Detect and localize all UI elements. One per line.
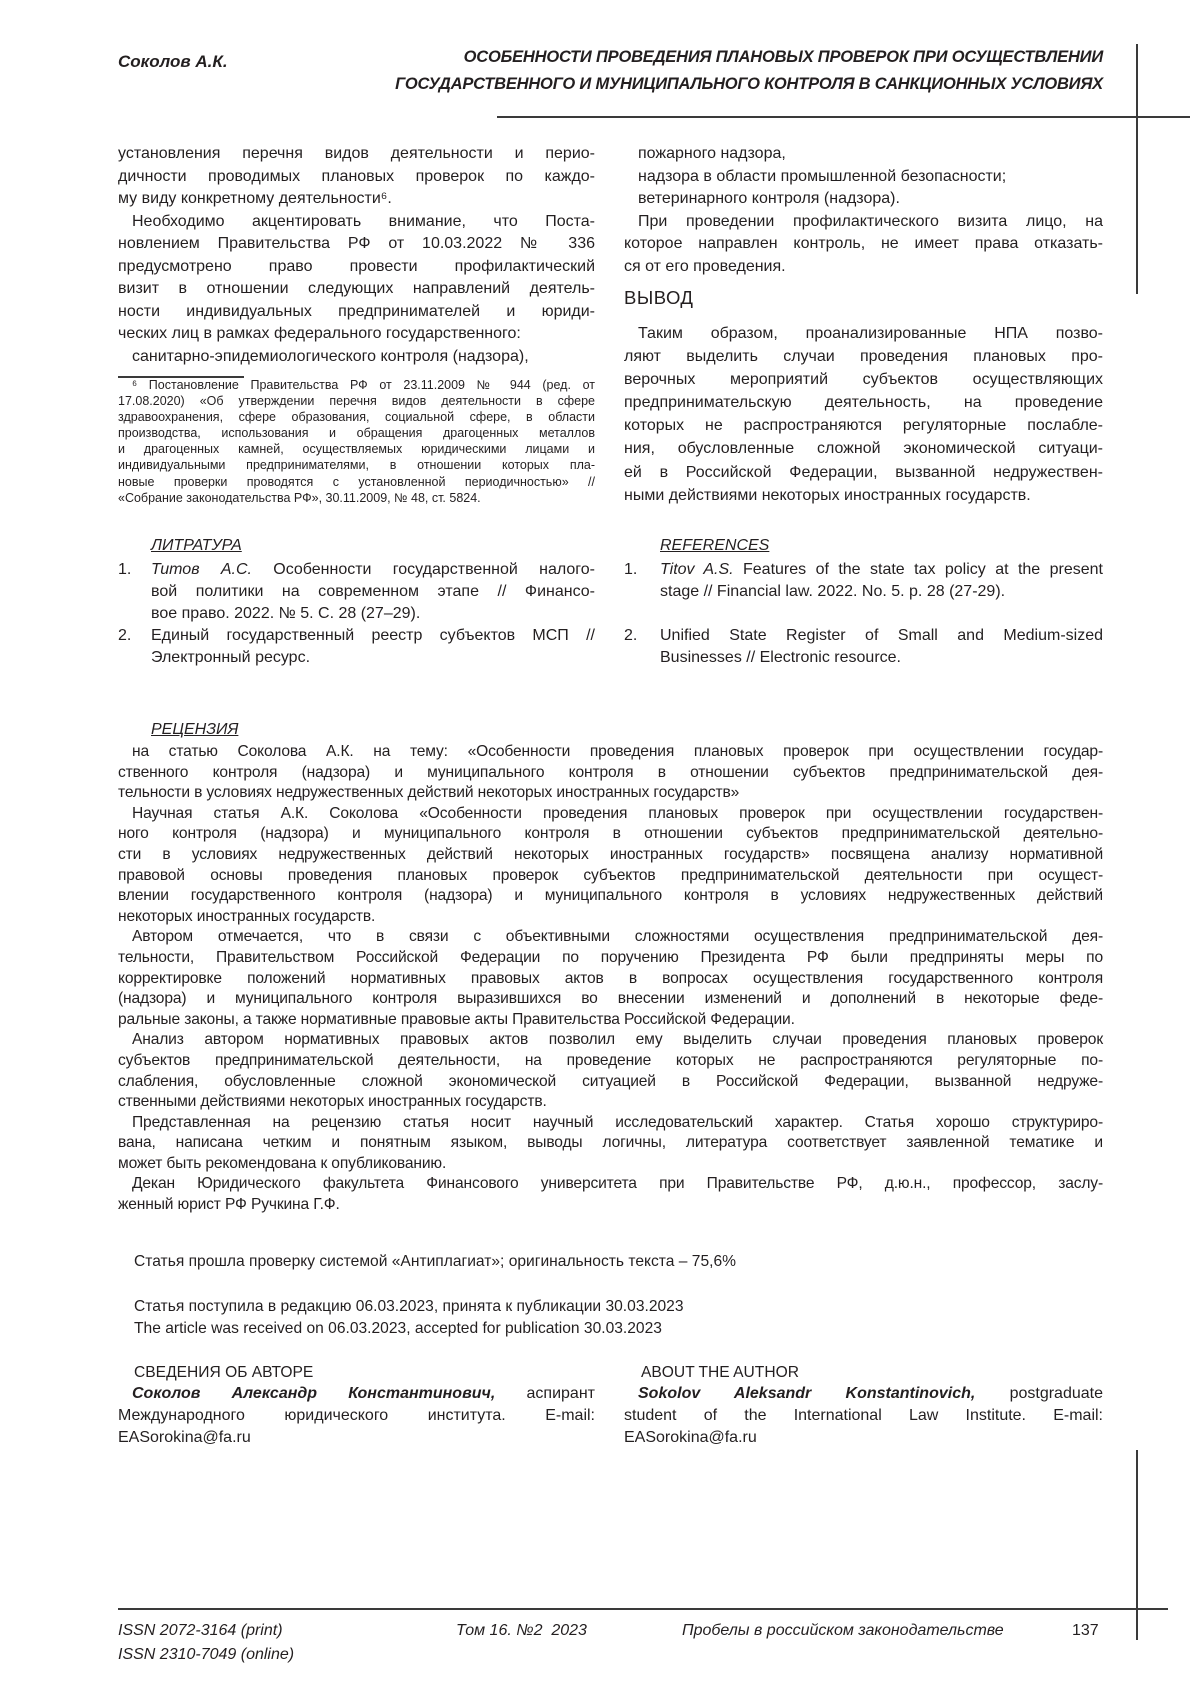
text-line: ного контроля (надзора) и муниципального контроля в отношении субъектов предпринимательской деятельно- [118, 824, 1103, 845]
text-line: ей в Российской Федерации, вызванной недружествен- [624, 461, 1103, 484]
paragraph [118, 1174, 1103, 1215]
conclusion-text [624, 322, 1103, 507]
text-line: слабления, обусловленные сложной экономической ситуацией в Российской Федерации, вызванной недруже- [118, 1072, 1103, 1093]
paragraph [118, 927, 1103, 1030]
antiplagiat-note: Статья прошла проверку системой «Антиплагиат»; оригинальность текста – 75,6% [134, 1251, 736, 1273]
text-line: (надзора) и муниципального контроля выразившихся во внесении изменений и дополнений в некоторые феде- [118, 989, 1103, 1010]
text-line: му виду конкретному деятельности⁶. [118, 188, 595, 211]
ref-number: 2. [118, 625, 131, 647]
literature-item [118, 625, 595, 669]
paragraph [118, 377, 595, 506]
ref-text: Businesses // Electronic resource. [660, 647, 1103, 669]
header-vertical-rule [1136, 44, 1138, 294]
ref-text: Электронный ресурс. [151, 647, 595, 669]
text-line: ния, обусловленные сложной экономической ситуаци- [624, 437, 1103, 460]
author-email[interactable]: EASorokina@fa.ru [118, 1427, 595, 1449]
paragraph [624, 211, 1103, 279]
literature-heading: ЛИТРАТУРА [151, 537, 242, 555]
text-line: При проведении профилактического визита лицо, на [624, 211, 1103, 234]
reference-item [624, 559, 1103, 603]
text-line: ственными действиями некоторых иностранных государств. [118, 1092, 1103, 1113]
author-info-heading-en: ABOUT THE AUTHOR [641, 1362, 799, 1384]
footnote-6 [118, 377, 595, 506]
author-email[interactable]: EASorokina@fa.ru [624, 1427, 1103, 1449]
text-line: на статью Соколова А.К. на тему: «Особенности проведения плановых проверок при осуществлении государ- [118, 742, 1103, 763]
text-line: ческих лиц в рамках федерального государственного: [118, 323, 595, 346]
text-line: правовой основы проведения плановых проверок субъектов предпринимательской деятельности при осущест- [118, 866, 1103, 887]
text-line: Научная статья А.К. Соколова «Особенности проведения плановых проверок при осуществлении государствен- [118, 804, 1103, 825]
author-affiliation: Международного юридического института. E-mail: [118, 1405, 595, 1427]
paragraph [118, 1113, 1103, 1175]
text-line: предпринимательскую деятельность, на проведение [624, 391, 1103, 414]
text-line: здравоохранения, сфере образования, социальной сфере, в области [118, 409, 595, 425]
text-line: и драгоценных камней, осуществляемых юридическими лицами и [118, 441, 595, 457]
author-position: postgraduate [975, 1385, 1103, 1402]
title-line: ОСОБЕННОСТИ ПРОВЕДЕНИЯ ПЛАНОВЫХ ПРОВЕРОК ПРИ ОСУЩЕСТВЛЕНИИ [395, 44, 1103, 71]
journal-name: Пробелы в российском законодательстве [682, 1619, 1004, 1643]
text-line: влении государственного контроля (надзора) и муниципального контроля в условиях недружественных действий [118, 886, 1103, 907]
footer-vertical-rule [1136, 1450, 1138, 1640]
text-line: визит в отношении следующих направлений деятель- [118, 278, 595, 301]
ref-number: 2. [624, 625, 637, 647]
ref-text: Единый государственный реестр субъектов МСП // [151, 625, 595, 647]
text-line: новлением Правительства РФ от 10.03.2022 № 336 [118, 233, 595, 256]
ref-author: Titov A.S. [660, 561, 734, 578]
author-name: Соколов Александр Константинович, [132, 1385, 495, 1402]
text-line: ственного контроля (надзора) и муниципального контроля в отношении субъектов предпринимательской дея- [118, 763, 1103, 784]
author-info-en [624, 1383, 1103, 1449]
ref-number: 1. [118, 559, 131, 581]
author-name: Sokolov Aleksandr Konstantinovich, [638, 1385, 975, 1402]
text-line: сти в условиях недружественных действий некоторых иностранных государств» посвящена анализу нормативной [118, 845, 1103, 866]
text-line: которых не распространяются регуляторные послабле- [624, 414, 1103, 437]
paragraph [118, 346, 595, 369]
text-line: верочных мероприятий субъектов осуществляющих [624, 368, 1103, 391]
reference-item [624, 625, 1103, 669]
title-line: ГОСУДАРСТВЕННОГО И МУНИЦИПАЛЬНОГО КОНТРОЛЯ В САНКЦИОННЫХ УСЛОВИЯХ [395, 71, 1103, 98]
text-line: Анализ автором нормативных правовых актов позволил ему выделить случаи проведения плановых проверок [118, 1030, 1103, 1051]
text-line: санитарно-эпидемиологического контроля (надзора), [118, 346, 595, 369]
right-column-text [624, 143, 1103, 278]
text-line: Таким образом, проанализированные НПА позво- [624, 322, 1103, 345]
text-line: ральные законы, а также нормативные правовые акты Правительства Российской Федерации. [118, 1010, 1103, 1031]
left-column-text [118, 143, 595, 368]
ref-text: вой политики на современном этапе // Финансо- [151, 581, 595, 603]
paragraph [624, 143, 1103, 166]
running-head-author: Соколов А.К. [118, 52, 228, 72]
conclusion-heading: ВЫВОД [624, 287, 693, 309]
text-line: ляют выделить случаи проведения плановых про- [624, 345, 1103, 368]
text-line: Автором отмечается, что в связи с объективными сложностями осуществления предпринимательской дея- [118, 927, 1103, 948]
ref-text: Особенности государственной налого- [252, 561, 595, 578]
text-line: ности индивидуальных предпринимателей и юриди- [118, 301, 595, 324]
author-affiliation: student of the International Law Institute. E-mail: [624, 1405, 1103, 1427]
received-en: The article was received on 06.03.2023, accepted for publication 30.03.2023 [134, 1318, 662, 1340]
text-line: ветеринарного контроля (надзора). [624, 188, 1103, 211]
text-line: может быть рекомендована к опубликованию. [118, 1154, 1103, 1175]
paragraph [624, 322, 1103, 507]
text-line: тельности в условиях недружественных действий некоторых иностранных государств» [118, 783, 1103, 804]
text-line: Необходимо акцентировать внимание, что Поста- [118, 211, 595, 234]
paragraph [118, 1030, 1103, 1112]
review-text [118, 742, 1103, 1216]
text-line: субъектов предпринимательской деятельности, на проведение которых не распространяются регуляторные по- [118, 1051, 1103, 1072]
paragraph [118, 804, 1103, 928]
text-line: дичности проводимых плановых проверок по каждо- [118, 166, 595, 189]
text-line: некоторых иностранных государств. [118, 907, 1103, 928]
ref-text: Unified State Register of Small and Medium-sized [660, 625, 1103, 647]
ref-text: Features of the state tax policy at the present [734, 561, 1103, 578]
author-info-ru [118, 1383, 595, 1449]
text-line: ⁶ Постановление Правительства РФ от 23.11.2009 № 944 (ред. от [118, 377, 595, 393]
text-line: надзора в области промышленной безопасности; [624, 166, 1103, 189]
text-line: ными действиями некоторых иностранных государств. [624, 484, 1103, 507]
literature-item [118, 559, 595, 625]
issn-online: ISSN 2310-7049 (online) [118, 1643, 294, 1667]
text-line: Представленная на рецензию статья носит научный исследовательский характер. Статья хорошо структуриро- [118, 1113, 1103, 1134]
text-line: индивидуальными предпринимателями, в отношении которых пла- [118, 457, 595, 473]
text-line: вана, написана четким и понятным языком, выводы логичны, литература соответствует заявленной тематике и [118, 1133, 1103, 1154]
ref-text: stage // Financial law. 2022. No. 5. p. 28 (27-29). [660, 581, 1103, 603]
footer-horizontal-rule [118, 1608, 1168, 1610]
text-line: Декан Юридического факультета Финансового университета при Правительстве РФ, д.ю.н., профессор, заслу- [118, 1174, 1103, 1195]
text-line: женный юрист РФ Ручкина Г.Ф. [118, 1195, 1103, 1216]
text-line: ся от его проведения. [624, 256, 1103, 279]
ref-text: вое право. 2022. № 5. С. 28 (27–29). [151, 603, 595, 625]
text-line: 17.08.2020) «Об утверждении перечня видов деятельности в сфере [118, 393, 595, 409]
paragraph [118, 742, 1103, 804]
issn-print: ISSN 2072-3164 (print) [118, 1619, 283, 1643]
text-line: производства, использования и обращения драгоценных металлов [118, 425, 595, 441]
text-line: корректировке положений нормативных правовых актов в вопросах осуществления государственного контроля [118, 969, 1103, 990]
text-line: «Собрание законодательства РФ», 30.11.2009, № 48, ст. 5824. [118, 490, 595, 506]
paragraph [118, 143, 595, 211]
paragraph [118, 211, 595, 346]
text-line: установления перечня видов деятельности и перио- [118, 143, 595, 166]
paragraph [624, 166, 1103, 189]
text-line: новые проверки проводятся с установленной периодичностью» // [118, 474, 595, 490]
references-heading: REFERENCES [660, 537, 769, 555]
running-head-title [395, 44, 1103, 98]
text-line: предусмотрено право провести профилактический [118, 256, 595, 279]
text-line: тельности, Правительством Российской Федерации по поручению Президента РФ были предприняты меры по [118, 948, 1103, 969]
ref-author: Титов А.С. [151, 561, 252, 578]
review-heading: РЕЦЕНЗИЯ [151, 721, 238, 739]
author-info-heading-ru: СВЕДЕНИЯ ОБ АВТОРЕ [134, 1362, 313, 1384]
text-line: которое направлен контроль, не имеет права отказать- [624, 233, 1103, 256]
received-ru: Статья поступила в редакцию 06.03.2023, принята к публикации 30.03.2023 [134, 1296, 684, 1318]
volume-issue: Том 16. №2 2023 [456, 1619, 587, 1643]
ref-number: 1. [624, 559, 637, 581]
header-horizontal-rule [497, 116, 1190, 118]
page-number: 137 [1072, 1619, 1099, 1643]
paragraph [624, 188, 1103, 211]
text-line: пожарного надзора, [624, 143, 1103, 166]
author-position: аспирант [495, 1385, 595, 1402]
